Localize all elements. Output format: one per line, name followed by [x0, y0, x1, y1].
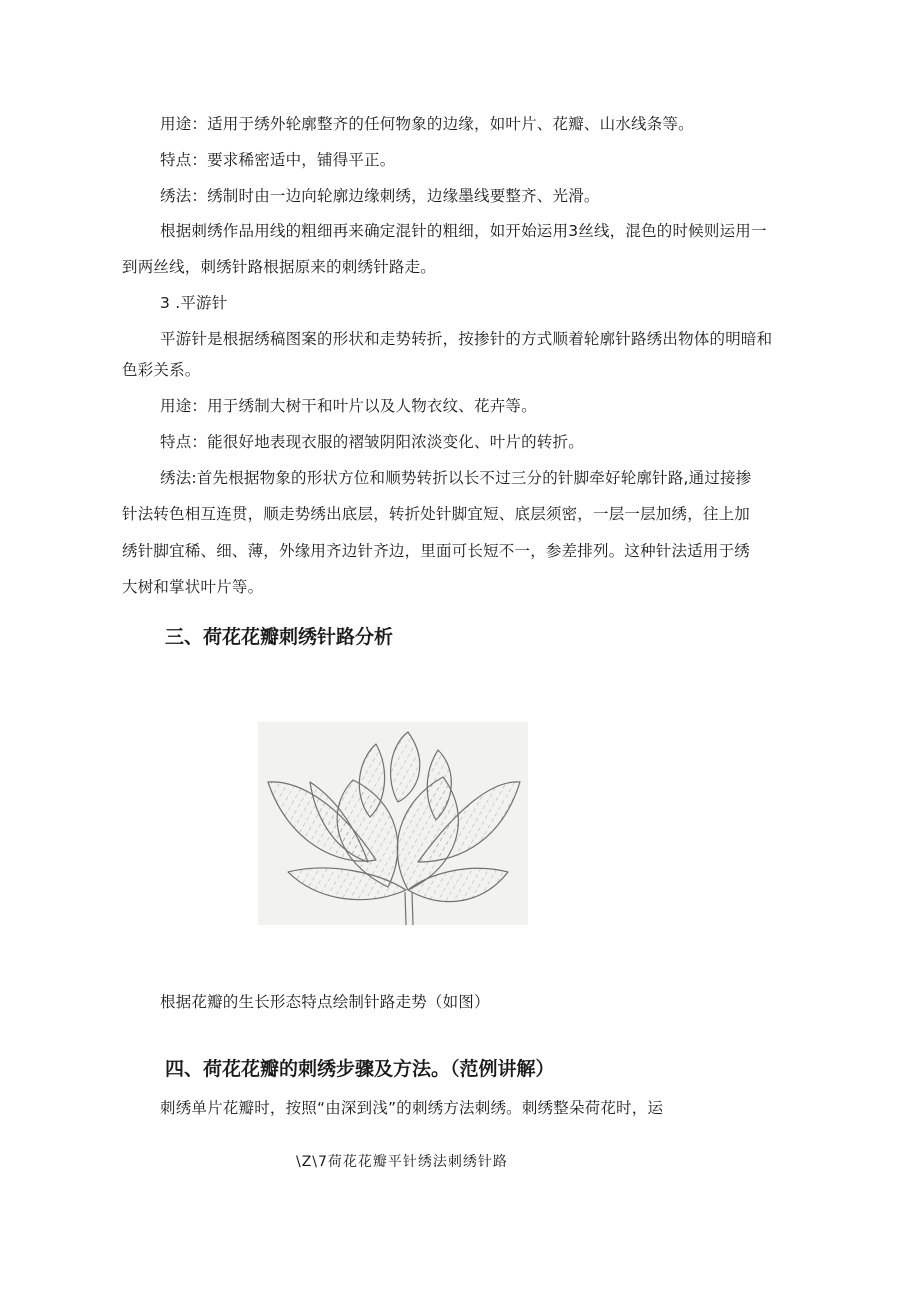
mix-stitch-line-2: 到两丝线，刺绣针路根据原来的刺绣针路走。 [122, 258, 437, 276]
section-heading-4: 四、荷花花瓣的刺绣步骤及方法。（范例讲解） [165, 1058, 555, 1080]
mix-stitch-line-1: 根据刺绣作品用线的粗细再来确定混针的粗细，如开始运用3丝线，混色的时候则运用一 [160, 222, 767, 240]
usage-paragraph: 用途：适用于绣外轮廓整齐的任何物象的边缘，如叶片、花瓣、山水线条等。 [160, 115, 694, 133]
section-heading-3: 三、荷花花瓣刺绣针路分析 [165, 626, 394, 648]
petal-back-top [391, 732, 420, 802]
pingyou-line-1: 平游针是根据绣稿图案的形状和走势转折，按掺针的方式顺着轮廓针路绣出物体的明暗和 [160, 330, 773, 348]
feature-paragraph-2: 特点：能很好地表现衣服的褶皱阴阳浓淡变化、叶片的转折。 [160, 433, 584, 451]
usage-paragraph-2: 用途：用于绣制大树干和叶片以及人物衣纹、花卉等。 [160, 397, 537, 415]
lotus-sketch-svg [258, 722, 528, 925]
method2-line-2: 针法转色相互连贯，顺走势绣出底层，转折处针脚宜短、底层须密，一层一层加绣，往上加 [122, 505, 751, 523]
method-paragraph: 绣法：绣制时由一边向轮廓边缘刺绣，边缘墨线要整齐、光滑。 [160, 187, 600, 205]
sub-caption: \Z\7荷花花瓣平针绣法刺绣针路 [296, 1154, 508, 1170]
figure-caption: 根据花瓣的生长形态特点绘制针路走势（如图） [160, 993, 490, 1011]
closing-paragraph: 刺绣单片花瓣时，按照“由深到浅”的刺绣方法刺绣。刺绣整朵荷花时，运 [160, 1099, 664, 1117]
method2-line-4: 大树和掌状叶片等。 [122, 578, 264, 596]
method2-line-1: 绣法:首先根据物象的形状方位和顺势转折以长不过三分的针脚牵好轮廓针路,通过接掺 [160, 469, 752, 487]
pingyou-line-2: 色彩关系。 [122, 361, 201, 379]
lotus-sketch-figure [258, 722, 528, 925]
lotus-stem [405, 892, 413, 925]
section-3-title: 3 .平游针 [160, 294, 228, 312]
method2-line-3: 绣针脚宜稀、细、薄，外缘用齐边针齐边，里面可长短不一，参差排列。这种针法适用于绣 [122, 542, 751, 560]
feature-paragraph: 特点：要求稀密适中，铺得平正。 [160, 151, 396, 169]
